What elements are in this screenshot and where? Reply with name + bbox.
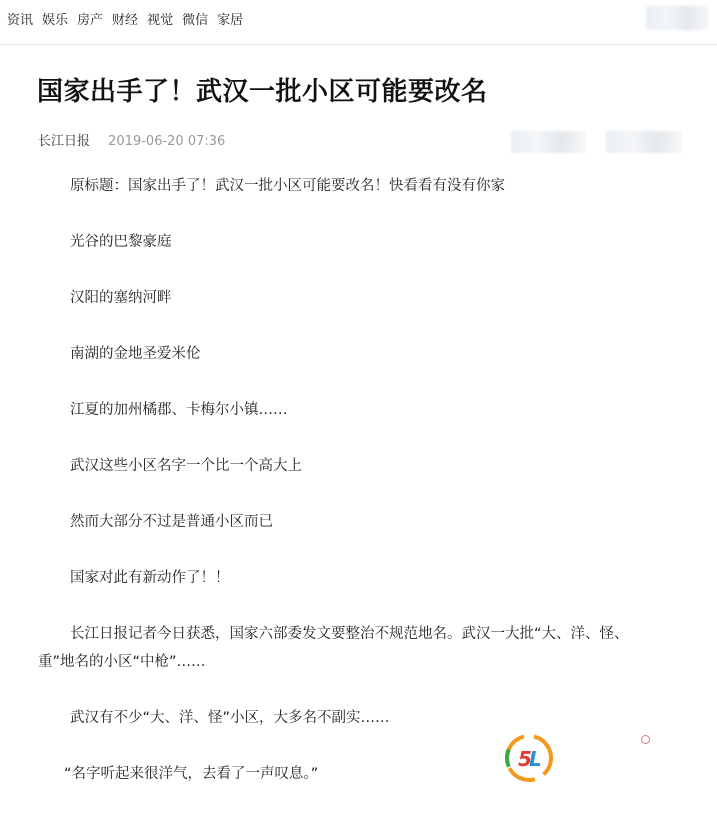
circle-icon	[641, 735, 650, 744]
paragraph: 武汉有不少“大、洋、怪”小区，大多名不副实……	[70, 710, 390, 726]
nav-item-home[interactable]: 家居	[217, 13, 244, 28]
paragraph: 国家对此有新动作了！！	[70, 570, 230, 586]
nav-item-wechat[interactable]: 微信	[182, 13, 209, 28]
paragraph: 原标题：国家出手了！武汉一批小区可能要改名！快看看有没有你家	[70, 178, 505, 194]
paragraph: 南湖的金地圣爱米伦	[70, 346, 201, 362]
nav-item-news[interactable]: 资讯	[7, 13, 34, 28]
blurred-share-right	[606, 131, 682, 153]
svg-text:L: L	[529, 747, 542, 771]
nav-item-visual[interactable]: 视觉	[147, 13, 174, 28]
article-body	[38, 172, 670, 816]
nav-items	[7, 12, 252, 30]
nav-item-realestate[interactable]: 房产	[77, 13, 104, 28]
svg-text:5: 5	[518, 747, 532, 771]
nav-item-finance[interactable]: 财经	[112, 13, 139, 28]
article-time: 2019-06-20 07:36	[108, 134, 226, 149]
article-source[interactable]: 长江日报	[38, 134, 91, 149]
paragraph: 江夏的加州橘郡、卡梅尔小镇……	[70, 402, 288, 418]
top-navigation	[0, 0, 717, 45]
site-logo-icon	[504, 733, 554, 783]
article-meta	[38, 132, 225, 152]
paragraph: 然而大部分不过是普通小区而已	[70, 514, 273, 530]
blurred-share-left	[511, 131, 586, 153]
paragraph: 汉阳的塞纳河畔	[70, 290, 172, 306]
article-title: 国家出手了！武汉一批小区可能要改名	[37, 77, 488, 107]
paragraph: 武汉这些小区名字一个比一个高大上	[70, 458, 302, 474]
blurred-top-right	[646, 6, 708, 30]
paragraph: 长江日报记者今日获悉，国家六部委发文要整治不规范地名。武汉一大批“大、洋、怪、重”地名的小区“中枪”……	[38, 626, 629, 670]
paragraph: “名字听起来很洋气，去看了一声叹息。”	[64, 766, 319, 782]
paragraph: 光谷的巴黎豪庭	[70, 234, 172, 250]
nav-item-entertainment[interactable]: 娱乐	[42, 13, 69, 28]
